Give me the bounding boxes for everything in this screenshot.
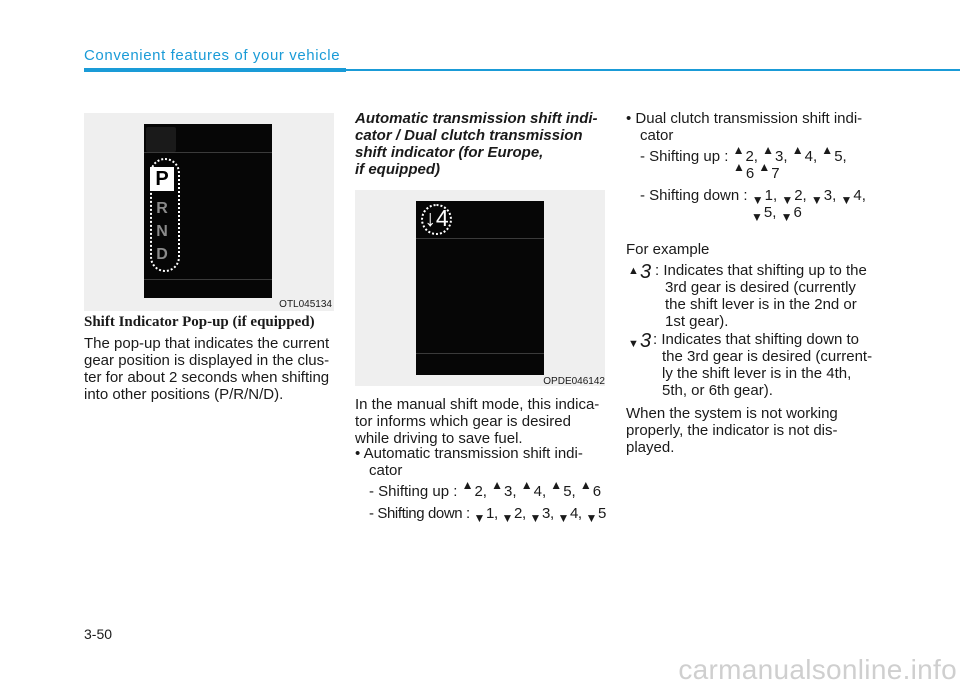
- down-arrow-icon: ▼: [628, 338, 639, 350]
- down-arrow-icon: ▼: [840, 193, 853, 207]
- screen-rule-top: [416, 238, 544, 239]
- figure-shift-indicator: [355, 190, 605, 386]
- text-line: : Indicates that shifting down to: [653, 331, 859, 348]
- gear-r: R: [156, 200, 168, 217]
- gear-value: 7: [771, 165, 780, 182]
- text-line: tor informs which gear is desired: [355, 413, 571, 430]
- title-line: shift indicator (for Europe,: [355, 144, 544, 161]
- screen-rule-bottom: [416, 353, 544, 354]
- text-line: gear position is displayed in the clus-: [84, 352, 330, 369]
- down-arrow-icon: ▼: [780, 210, 793, 224]
- gear-value: 3,: [775, 148, 788, 165]
- cluster-screen: [144, 124, 272, 298]
- figure-caption: Shift Indicator Pop-up (if equipped): [84, 314, 315, 330]
- manual-mode-description: [355, 396, 605, 447]
- text-line: properly, the indicator is not dis-: [626, 422, 838, 439]
- screen-corner-box: [146, 127, 176, 152]
- title-line: Automatic transmission shift indi-: [355, 110, 598, 127]
- header-accent-bar: [84, 68, 346, 72]
- cluster-screen: [416, 201, 544, 375]
- text-line: the shift lever is in the 2nd or: [665, 296, 857, 313]
- gear-value: 6: [592, 483, 602, 500]
- bullet-automatic-cont: cator: [369, 462, 403, 479]
- down-arrow-icon: ▼: [529, 511, 541, 525]
- down-arrow-icon: ▼: [751, 210, 763, 224]
- shift-up-label: - Shifting up :: [369, 483, 458, 500]
- up-arrow-icon: ▲: [520, 478, 533, 492]
- watermark-link[interactable]: carmanualsonline.info: [678, 654, 957, 685]
- text-line: ter for about 2 seconds when shifting: [84, 369, 330, 386]
- up-arrow-icon: ▲: [821, 143, 834, 157]
- gear-value: 4,: [533, 483, 547, 500]
- down-arrow-icon: ▼: [557, 511, 569, 525]
- shift-down-label: - Shifting down :: [640, 187, 748, 204]
- gear-d: D: [156, 246, 168, 263]
- text-line: : Indicates that shifting up to the: [655, 262, 867, 279]
- gear-3-icon: 3: [640, 330, 652, 352]
- section-title: [355, 110, 598, 178]
- down-arrow-icon: ▼: [585, 511, 597, 525]
- gear-value: 6: [793, 204, 802, 221]
- gear-p: P: [150, 167, 174, 191]
- down-arrow-icon: ▼: [473, 511, 486, 525]
- figure-code: OPDE046142: [543, 376, 605, 387]
- up-arrow-icon: ▲: [732, 143, 745, 157]
- gear-value: 4,: [804, 148, 818, 165]
- gear-value: 3,: [504, 483, 517, 500]
- figure-gear-popup: [84, 113, 334, 311]
- up-arrow-icon: ▲: [733, 160, 745, 174]
- dct-shift-down-row-2: [751, 204, 802, 224]
- up-arrow-icon: ▲: [491, 478, 504, 492]
- popup-description: [84, 335, 334, 403]
- section-header-title: Convenient features of your vehicle: [84, 47, 341, 64]
- bullet-dual-clutch: • Dual clutch transmission shift indi-: [626, 110, 863, 127]
- auto-shift-up-row: [369, 478, 602, 500]
- title-line: cator / Dual clutch transmission: [355, 127, 583, 144]
- gear-value: 1,: [764, 187, 778, 204]
- down-arrow-icon: ▼: [810, 193, 823, 207]
- bullet-automatic: • Automatic transmission shift indi-: [355, 445, 583, 462]
- text-line: played.: [626, 439, 675, 456]
- up-arrow-icon: ▲: [791, 143, 804, 157]
- page-number: 3-50: [84, 626, 113, 642]
- up-arrow-icon: ▲: [579, 478, 592, 492]
- down-arrow-icon: ▼: [781, 193, 794, 207]
- down-arrow-icon: ▼: [751, 193, 764, 207]
- header-rule: [346, 69, 960, 71]
- text-line: When the system is not working: [626, 405, 838, 422]
- shift-down-label: - Shifting down :: [369, 505, 470, 522]
- gear-value: 2,: [474, 483, 487, 500]
- gear-value: 3,: [542, 505, 554, 522]
- dct-shift-down-row: [640, 187, 866, 207]
- bullet-dual-clutch-cont: cator: [640, 127, 674, 144]
- gear-value: 5,: [763, 204, 777, 221]
- gear-value: 4,: [569, 505, 582, 522]
- text-line: The pop-up that indicates the current: [84, 335, 330, 352]
- gear-value: 1,: [486, 505, 498, 522]
- down-arrow-icon: ▼: [501, 511, 514, 525]
- gear-value: 2,: [745, 148, 758, 165]
- up-arrow-icon: ▲: [550, 478, 563, 492]
- screen-rule-top: [144, 152, 272, 153]
- for-example-label: For example: [626, 241, 710, 258]
- gear-value: 4,: [853, 187, 866, 204]
- example-shift-down: [653, 331, 880, 399]
- shift-up-label: - Shifting up :: [640, 148, 729, 165]
- text-line: In the manual shift mode, this indica-: [355, 396, 600, 413]
- gear-value: 3,: [823, 187, 837, 204]
- text-line: while driving to save fuel.: [355, 430, 523, 447]
- text-line: 1st gear).: [665, 313, 729, 330]
- gear-value: 5: [597, 505, 606, 522]
- shift-down-icon: ↓4: [424, 205, 449, 231]
- text-line: 3rd gear is desired (currently: [665, 279, 856, 296]
- up-arrow-icon: ▲: [628, 265, 639, 277]
- gear-value: 6: [745, 165, 755, 182]
- figure-code: OTL045134: [279, 299, 332, 310]
- gear-value: 2,: [514, 505, 526, 522]
- closing-paragraph: [626, 405, 880, 456]
- text-line: the 3rd gear is desired (current-: [662, 348, 873, 365]
- text-line: 5th, or 6th gear).: [662, 382, 773, 399]
- gear-value: 2,: [794, 187, 807, 204]
- screen-rule-bottom: [144, 279, 272, 280]
- text-line: into other positions (P/R/N/D).: [84, 386, 284, 403]
- gear-n: N: [156, 223, 168, 240]
- dct-shift-up-row-2: [733, 160, 780, 182]
- gear-3-icon: 3: [640, 261, 652, 283]
- up-arrow-icon: ▲: [461, 478, 474, 492]
- gear-value: 5,: [563, 483, 576, 500]
- text-line: ly the shift lever is in the 4th,: [662, 365, 852, 382]
- auto-shift-down-row: [369, 505, 606, 525]
- up-arrow-icon: ▲: [758, 160, 771, 174]
- example-shift-up: [655, 262, 880, 330]
- gear-value: 5,: [834, 148, 847, 165]
- up-arrow-icon: ▲: [762, 143, 775, 157]
- title-line: if equipped): [355, 161, 440, 178]
